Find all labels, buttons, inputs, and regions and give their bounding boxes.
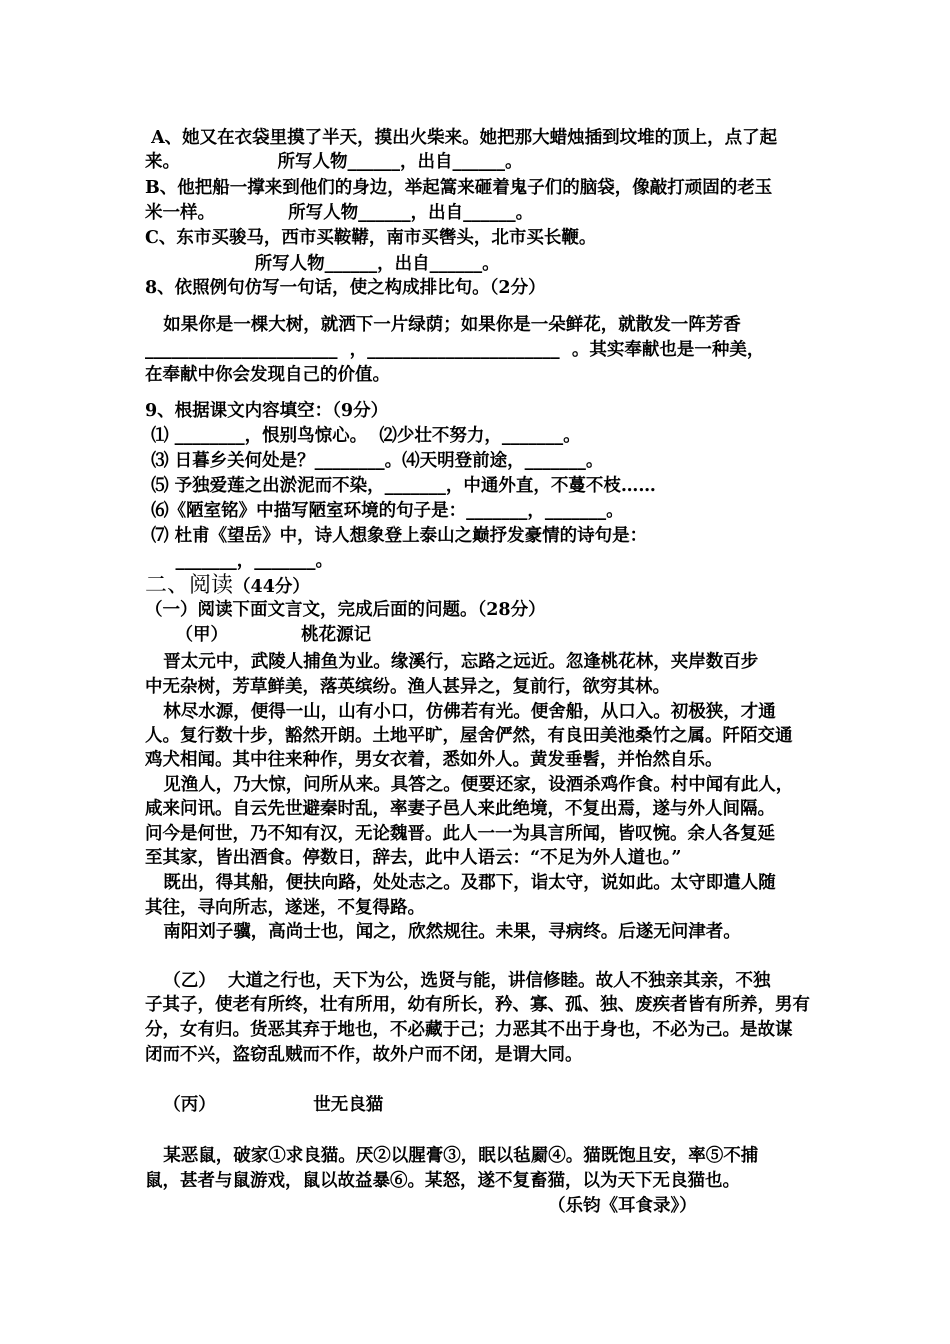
jia-line: 咸来问讯。自云先世避秦时乱，率妻子邑人来此绝境，不复出焉，遂与外人间隔。 bbox=[145, 799, 775, 819]
section-two-points: （44分） bbox=[233, 577, 310, 597]
part-one-prompt: （一）阅读下面文言文，完成后面的问题。（28分） bbox=[145, 600, 546, 620]
q9-line2: ⑶ 日暮乡关何处是？________。⑷天明登前途，_______。 bbox=[145, 451, 604, 471]
q7-a-line2: 来。 所写人物______，出自______。 bbox=[145, 152, 523, 172]
jia-line: 林尽水源，便得一山，山有小口，仿佛若有光。便舍船，从口入。初极狭，才通 bbox=[145, 702, 776, 722]
q7-b-line2: 米一样。 所写人物______，出自______。 bbox=[145, 203, 534, 223]
q9-line1: ⑴ ________，恨别鸟惊心。 ⑵少壮不努力，_______。 bbox=[145, 426, 581, 446]
q7-a-line1: A、她又在衣袋里摸了半天，摸出火柴来。她把那大蜡烛插到坟堆的顶上，点了起 bbox=[145, 128, 778, 148]
jia-line: 鸡犬相闻。其中往来种作，男女衣着，悉如外人。黄发垂髫，并怡然自乐。 bbox=[145, 750, 723, 770]
q9-line6: _______，_______。 bbox=[145, 551, 333, 571]
bing-line: 鼠，甚者与鼠游戏，鼠以故益暴⑥。某怒，遂不复畜猫，以为天下无良猫也。 bbox=[145, 1171, 740, 1191]
q9-prompt: 9、根据课文内容填空：（9分） bbox=[145, 401, 389, 421]
q8-blank-line: ______________________ ，______________________ 。其实奉献也是一种美， bbox=[145, 340, 765, 360]
jia-line: 其往，寻向所志，遂迷，不复得路。 bbox=[145, 898, 425, 918]
q8-last-line: 在奉献中你会发现自己的价值。 bbox=[145, 365, 390, 385]
q9-line3: ⑸ 予独爱莲之出淤泥而不染，_______，中通外直，不蔓不枝…… bbox=[145, 476, 656, 496]
yi-line: 子其子，使老有所终，壮有所用，幼有所长，矜、寡、孤、独、废疾者皆有所养，男有 bbox=[145, 995, 810, 1015]
q9-line5: ⑺ 杜甫《望岳》中，诗人想象登上泰山之巅抒发豪情的诗句是： bbox=[145, 526, 648, 546]
yi-line: 分，女有归。货恶其弃于地也，不必藏于己；力恶其不出于身也，不必为己。是故谋 bbox=[145, 1020, 793, 1040]
bing-label-title: （丙） 世无良猫 bbox=[145, 1095, 384, 1115]
section-two-title: 二、阅读 bbox=[145, 573, 234, 598]
q7-b-line1: B、他把船一撑来到他们的身边，举起篙来砸着鬼子们的脑袋，像敲打顽固的老玉 bbox=[145, 178, 773, 198]
q8-prompt: 8、依照例句仿写一句话，使之构成排比句。（2分） bbox=[145, 278, 546, 298]
jia-line: 中无杂树，芳草鲜美，落英缤纷。渔人甚异之，复前行，欲穷其林。 bbox=[145, 677, 670, 697]
yi-line: 闭而不兴，盗窃乱贼而不作，故外户而不闭，是谓大同。 bbox=[145, 1045, 583, 1065]
jia-line: 至其家，皆出酒食。停数日，辞去，此中人语云：“不足为外人道也。” bbox=[145, 848, 682, 868]
bing-source: （乐钧《耳食录》） bbox=[548, 1196, 697, 1216]
jia-line: 既出，得其船，便扶向路，处处志之。及郡下，诣太守，说如此。太守即遣人随 bbox=[145, 873, 776, 893]
q9-line4: ⑹《陋室铭》中描写陋室环境的句子是：_______，_______。 bbox=[145, 501, 624, 521]
q7-c-line2: 所写人物______，出自______。 bbox=[145, 254, 500, 274]
jia-label-title: （甲） 桃花源记 bbox=[145, 625, 372, 645]
q7-c-line1: C、东市买骏马，西市买鞍鞯，南市买辔头，北市买长鞭。 bbox=[145, 228, 597, 248]
yi-line: （乙） 大道之行也，天下为公，选贤与能，讲信修睦。故人不独亲其亲，不独 bbox=[145, 971, 771, 991]
jia-line: 南阳刘子骥，高尚士也，闻之，欣然规往。未果，寻病终。后遂无问津者。 bbox=[145, 922, 741, 942]
jia-line: 问今是何世，乃不知有汉，无论魏晋。此人一一为具言所闻，皆叹惋。余人各复延 bbox=[145, 824, 775, 844]
jia-line: 晋太元中，武陵人捕鱼为业。缘溪行，忘路之远近。忽逢桃花林，夹岸数百步 bbox=[145, 652, 759, 672]
q8-example: 如果你是一棵大树，就洒下一片绿荫；如果你是一朵鲜花，就散发一阵芳香 bbox=[145, 315, 741, 335]
jia-line: 见渔人，乃大惊，问所从来。具答之。便要还家，设酒杀鸡作食。村中闻有此人， bbox=[145, 775, 794, 795]
jia-line: 人。复行数十步，豁然开朗。土地平旷，屋舍俨然，有良田美池桑竹之属。阡陌交通 bbox=[145, 726, 793, 746]
bing-line: 某恶鼠，破家①求良猫。厌②以腥膏③，眠以毡罽④。猫既饱且安，率⑤不捕 bbox=[145, 1146, 759, 1166]
